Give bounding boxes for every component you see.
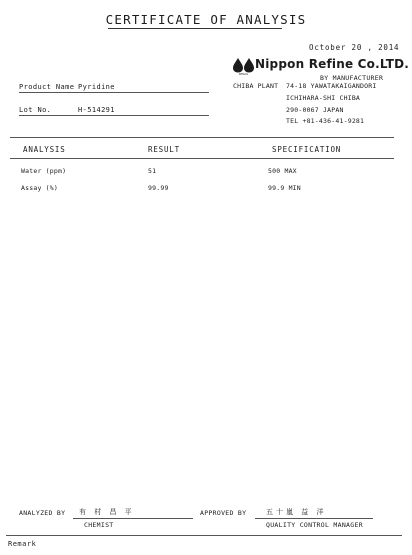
table-cell-specification: 500 MAX <box>268 167 297 175</box>
analyzed-by-signature-line <box>73 518 193 519</box>
approved-by-role: QUALITY CONTROL MANAGER <box>266 521 363 529</box>
remark-label: Remark <box>8 540 37 548</box>
approved-by-name: 五十嵐 益 洋 <box>266 508 327 516</box>
document-date: October 20 , 2014 <box>309 43 400 52</box>
product-name-label: Product Name <box>19 83 75 91</box>
column-header-result: RESULT <box>148 145 180 154</box>
analyzed-by-label: ANALYZED BY <box>19 509 66 517</box>
address-line-2: ICHIHARA-SHI CHIBA <box>286 94 361 102</box>
product-name-value: Pyridine <box>78 83 115 91</box>
table-header-rule <box>10 158 394 159</box>
by-manufacturer-label: BY MANUFACTURER <box>320 74 384 82</box>
table-cell-result: 51 <box>148 167 157 175</box>
analyzed-by-name: 有 村 昌 平 <box>79 508 135 516</box>
approved-by-signature-line <box>255 518 373 519</box>
product-name-underline <box>19 92 209 93</box>
address-line-3: 290-0067 JAPAN <box>286 106 344 114</box>
title-underline <box>108 28 282 29</box>
remark-rule <box>6 535 402 536</box>
logo-caption: KEMAG <box>238 72 249 75</box>
approved-by-label: APPROVED BY <box>200 509 247 517</box>
address-line-1: 74-18 YAWATAKAIGANDORI <box>286 82 377 90</box>
table-cell-result: 99.99 <box>148 184 169 192</box>
column-header-analysis: ANALYSIS <box>23 145 66 154</box>
table-cell-specification: 99.9 MIN <box>268 184 301 192</box>
analyzed-by-role: CHEMIST <box>84 521 114 529</box>
lot-number-value: H-514291 <box>78 106 115 114</box>
plant-label: CHIBA PLANT <box>233 82 279 90</box>
table-cell-analysis: Water (ppm) <box>21 167 67 175</box>
company-name: Nippon Refine Co.LTD. <box>255 57 410 71</box>
table-top-rule <box>10 137 394 138</box>
lot-number-underline <box>19 115 209 116</box>
company-logo-icon <box>232 57 256 75</box>
column-header-specification: SPECIFICATION <box>272 145 342 154</box>
document-title: CERTIFICATE OF ANALYSIS <box>105 12 307 27</box>
lot-number-label: Lot No. <box>19 106 52 114</box>
table-cell-analysis: Assay (%) <box>21 184 59 192</box>
address-line-4: TEL +81-436-41-9281 <box>286 117 365 125</box>
